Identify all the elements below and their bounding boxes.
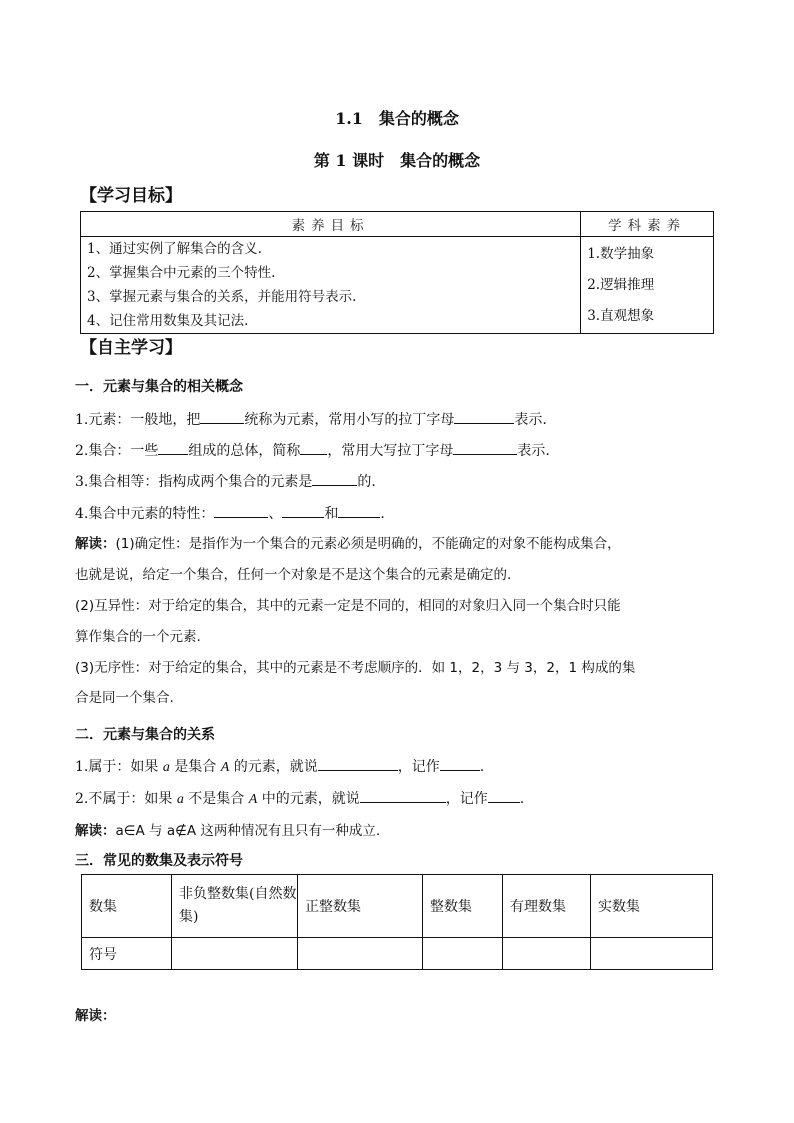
- number-set-header: 整数集: [423, 875, 503, 938]
- self-study-heading: 【自主学习】: [80, 338, 182, 358]
- blank-field[interactable]: [214, 503, 268, 518]
- blank-field[interactable]: [312, 471, 357, 486]
- literacy-item: 1.数学抽象: [587, 245, 655, 262]
- goals-cell: [81, 237, 581, 334]
- blank-field[interactable]: [338, 503, 380, 518]
- section1-line2: 2.集合：一些 组成的总体，简称 ，常用大写拉丁字母 表示.: [75, 440, 550, 460]
- literacy-item: 2.逻辑推理: [587, 276, 655, 293]
- objectives-col2-header: 学科素养: [581, 212, 714, 237]
- goal-item: 3、掌握元素与集合的关系，并能用符号表示.: [87, 289, 357, 305]
- section1-line4: 4.集合中元素的特性： 、 和 .: [75, 503, 385, 523]
- number-set-header: 实数集: [591, 875, 713, 938]
- section1-title: 一．元素与集合的相关概念: [75, 379, 243, 395]
- section1-line3: 3.集合相等：指构成两个集合的元素是 的.: [75, 471, 376, 491]
- literacy-item: 3.直观想象: [587, 307, 655, 324]
- literacy-cell: [581, 237, 714, 334]
- blank-field[interactable]: [318, 756, 398, 771]
- section2-line1: 1.属于：如果 a 是集合 A 的元素，就说 ，记作 .: [75, 756, 484, 776]
- note-3a: (3)无序性：对于给定的集合，其中的元素是不考虑顺序的．如 1，2，3 与 3，2，1 构成的集: [75, 660, 636, 676]
- number-set-header: 非负整数集(自然数集): [172, 875, 298, 938]
- section3-note-label: 解读：: [75, 1008, 116, 1024]
- objectives-col1-header: 素养目标: [81, 212, 581, 237]
- note-1a: 解读：(1)确定性：是指作为一个集合的元素必须是明确的，不能确定的对象不能构成集合，: [75, 536, 621, 552]
- note-3b: 合是同一个集合.: [75, 690, 174, 706]
- note-1b: 也就是说，给定一个集合，任何一个对象是不是这个集合的元素是确定的.: [75, 567, 512, 583]
- blank-field[interactable]: [282, 503, 324, 518]
- lesson-subtitle: 第 1 课时 集合的概念: [313, 151, 481, 170]
- blank-field[interactable]: [454, 409, 514, 424]
- section2-note: 解读：a∈A 与 a∉A 这两种情况有且只有一种成立.: [75, 823, 381, 839]
- lesson-title: 1.1 集合的概念: [335, 109, 459, 128]
- number-set-header: 数集: [82, 875, 172, 938]
- note-label: 解读：: [75, 536, 116, 552]
- note-label: 解读：: [75, 823, 116, 839]
- blank-field[interactable]: [300, 440, 327, 455]
- note-2b: 算作集合的一个元素.: [75, 629, 201, 645]
- number-set-header: 正整数集: [298, 875, 423, 938]
- blank-field[interactable]: [360, 788, 446, 803]
- symbol-cell[interactable]: [172, 938, 298, 970]
- section1-line1: 1.元素：一般地，把 统称为元素，常用小写的拉丁字母 表示.: [75, 409, 547, 429]
- blank-field[interactable]: [453, 440, 517, 455]
- symbol-cell[interactable]: [503, 938, 591, 970]
- section2-title: 二．元素与集合的关系: [75, 727, 215, 743]
- goal-item: 4、记住常用数集及其记法.: [87, 313, 249, 329]
- objectives-table: [80, 211, 714, 334]
- section2-line2: 2.不属于：如果 a 不是集合 A 中的元素，就说 ，记作 .: [75, 788, 524, 808]
- section3-title: 三．常见的数集及表示符号: [75, 853, 243, 869]
- blank-field[interactable]: [440, 756, 480, 771]
- symbol-row-label: 符号: [82, 938, 172, 970]
- blank-field[interactable]: [158, 440, 188, 455]
- symbol-cell[interactable]: [423, 938, 503, 970]
- symbol-cell[interactable]: [591, 938, 713, 970]
- note-2a: (2)互异性：对于给定的集合，其中的元素一定是不同的，相同的对象归入同一个集合时只能: [75, 598, 621, 614]
- objectives-heading: 【学习目标】: [80, 186, 182, 206]
- blank-field[interactable]: [200, 409, 244, 424]
- goal-item: 1、通过实例了解集合的含义.: [87, 241, 262, 257]
- goal-item: 2、掌握集合中元素的三个特性.: [87, 265, 276, 281]
- blank-field[interactable]: [488, 788, 520, 803]
- number-set-header: 有理数集: [503, 875, 591, 938]
- number-sets-table: [81, 874, 713, 970]
- symbol-cell[interactable]: [298, 938, 423, 970]
